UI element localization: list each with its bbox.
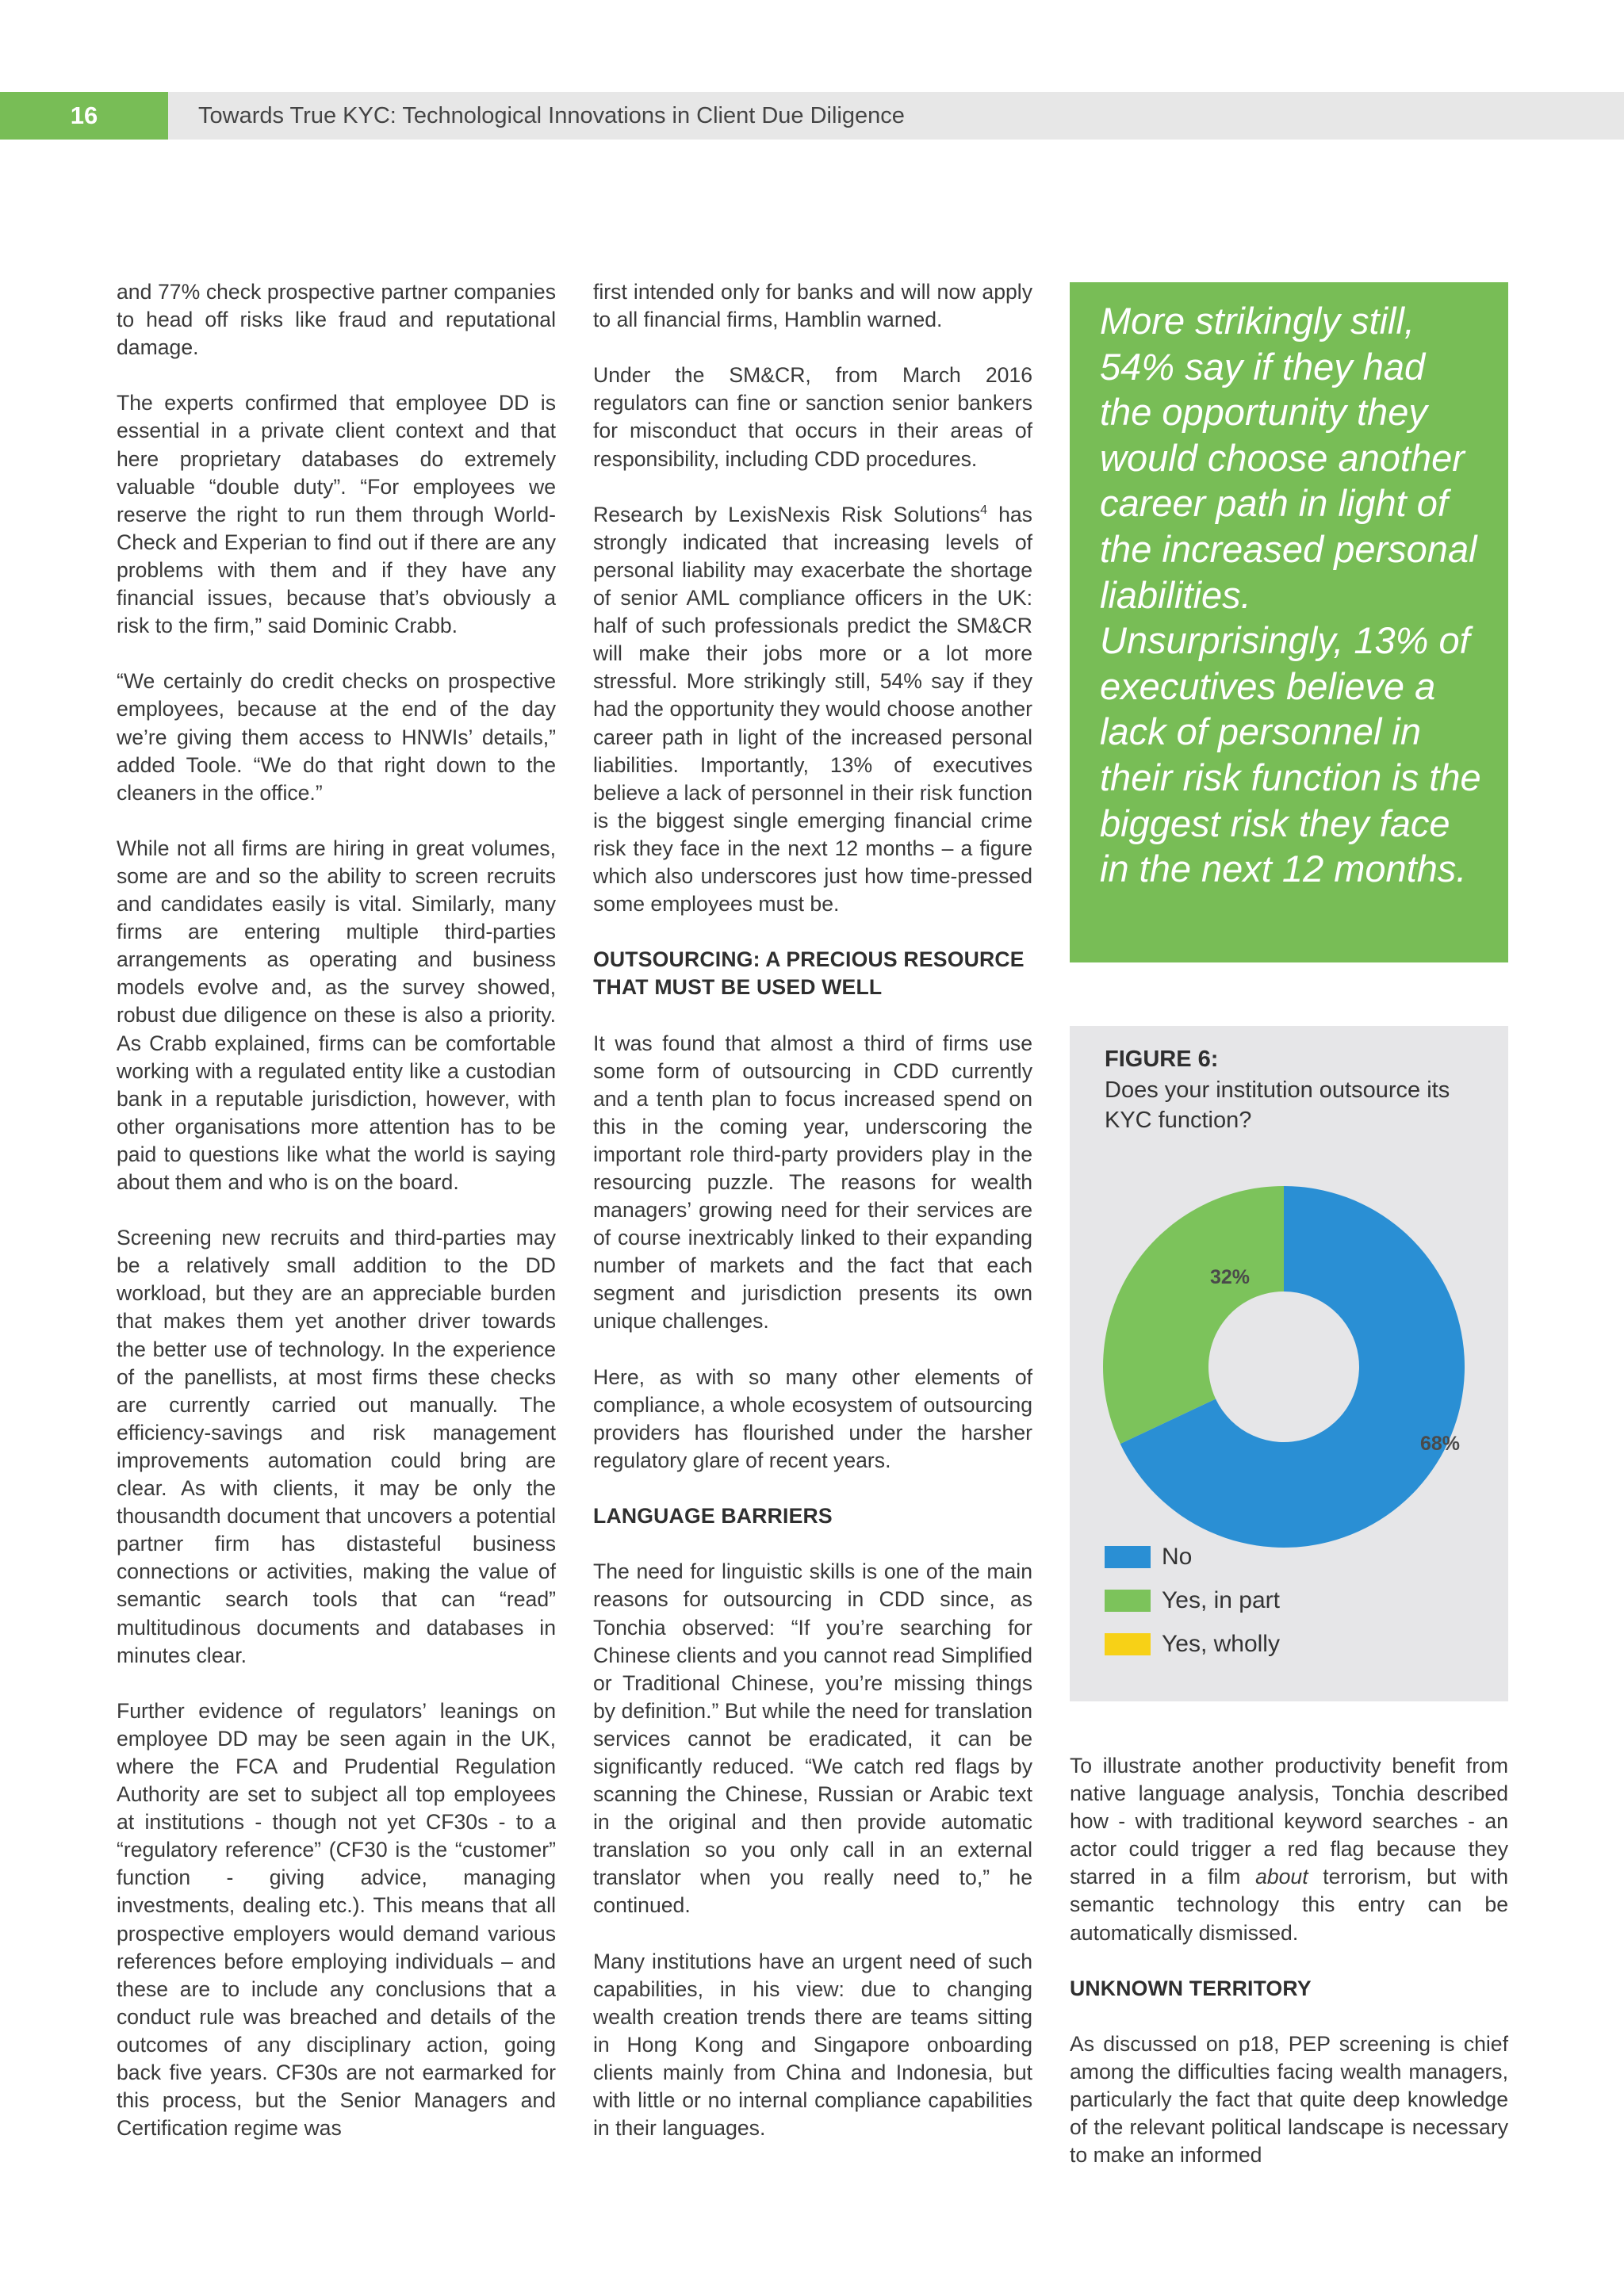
donut-slices	[1103, 1186, 1465, 1548]
paragraph	[593, 501, 1032, 918]
paragraph: It was found that almost a third of firms use some form of outsourcing in CDD currently and a tenth plan to focus increased spend on this in the coming year, underscoring the important role third-party providers play in the resourcing puzzle. The reasons for wealth managers’ growing need for their services are of course inextricably linked to their expanding number of markets and the fact that each segment and jurisdiction presents its own unique challenges.	[593, 1031, 1032, 1334]
donut-data-label: 68%	[1419, 1433, 1460, 1455]
paragraph: Screening new recruits and third-parties may be a relatively small addition to the DD workload, but they are an appreciable burden that makes them yet another driver towards the better use of technology. In the experience of the panellists, at most firms these checks are currently carried out manually. The efficiency-savings and risk management improvements automation could bring are clear. As with clients, it may be only the thousandth document that uncovers a potential partner firm has distasteful business connections or activities, making the value of semantic search tools that can “read” multitudinous documents and databases in minutes clear.	[117, 1226, 556, 1667]
paragraph: Further evidence of regulators’ leanings on employee DD may be seen again in the UK, where the FCA and Prudential Regulation Authority are set to subject all top employees at institutions - though not yet CF30s - to a “regulatory reference” (CF30 is the “customer” function - giving advice, managing investments, dealing etc.). This means that all prospective employers would demand various references before employing individuals – and these are to include any conclusions that a conduct rule was breached and details of the outcomes of any disciplinary action, going back five years. CF30s are not earmarked for this process, but the Senior Managers and Certification regime was	[117, 1698, 556, 2141]
column-3	[1070, 1752, 1508, 2198]
running-header-title: Towards True KYC: Technological Innovations in Client Due Diligence	[198, 103, 905, 128]
column-2	[593, 278, 1032, 2170]
page-number: 16	[0, 92, 168, 140]
text-run: Research by LexisNexis Risk Solutions	[593, 502, 981, 526]
paragraph: and 77% check prospective partner companies to head off risks like fraud and reputational damage.	[117, 280, 556, 360]
donut-slice-yes-in-part	[1103, 1186, 1284, 1444]
text-run: terrorism, but with semantic technology this entry can be automatically dismissed.	[1070, 1865, 1508, 1945]
legend-label: Yes, in part	[1162, 1587, 1280, 1613]
donut-data-label: 32%	[1209, 1266, 1251, 1288]
paragraph: Here, as with so many other elements of compliance, a whole ecosystem of outsourcing providers has flourished under the harsher regulatory glare of recent years.	[593, 1364, 1032, 1472]
figure-label: FIGURE 6:	[1105, 1047, 1219, 1072]
section-heading: UNKNOWN TERRITORY	[1070, 1976, 1312, 2000]
paragraph: The need for linguistic skills is one of the main reasons for outsourcing in CDD since, as Tonchia observed: “If you’re searching for Chinese clients and you cannot read Simplified or Traditional Chinese, you’re missing things by definition.” But while the need for translation services cannot be eradicated, it can be significantly reduced. “We catch red flags by scanning the Chinese, Russian or Arabic text in the original and then provide automatic translation so you only call in an external translator when you really need to,” he continued.	[593, 1559, 1032, 1918]
column-1	[117, 278, 556, 2170]
paragraph: Many institutions have an urgent need of such capabilities, in his view: due to changing wealth creation trends there are teams sitting in Hong Kong and Singapore onboarding clients mainly from China and Indonesia, but with little or no internal compliance capabilities in their languages.	[593, 1949, 1032, 2141]
text-run: has strongly indicated that increasing levels of personal liability may exacerbate the shortage of senior AML compliance officers in the UK: half of such professionals predict the SM&CR will make their jobs more or a lot more stressful. More strikingly still, 54% say if they had the opportunity they would choose another career path in light of the increased personal liabilities. Importantly, 13% of executives believe a lack of personnel in their risk function is the biggest single emerging financial crime risk they face in the next 12 months – a figure which also underscores just how time-pressed some employees must be.	[593, 502, 1032, 916]
section-heading: OUTSOURCING: A PRECIOUS RESOURCE THAT MUST BE USED WELL	[593, 947, 1025, 1000]
text-run: To illustrate another productivity benefit from native language analysis, Tonchia described how - with traditional keyword searches - an actor could trigger a red flag because they starred in a film	[1070, 1754, 1508, 1889]
paragraph: first intended only for banks and will now apply to all financial firms, Hamblin warned.	[593, 280, 1032, 332]
figure-question: Does your institution outsource its KYC function?	[1105, 1077, 1450, 1133]
emphasis-text: about	[1255, 1865, 1308, 1889]
footnote-ref: 4	[980, 503, 987, 517]
legend-swatch	[1105, 1633, 1151, 1655]
paragraph: As discussed on p18, PEP screening is chief among the difficulties facing wealth managers, particularly the fact that quite deep knowledge of the relevant political landscape is necessary to make an informed	[1070, 2031, 1508, 2168]
paragraph: While not all firms are hiring in great volumes, some are and so the ability to screen recruits and candidates easily is vital. Similarly, many firms are entering multiple third-parties arrangements as operating and business models evolve and, as the survey showed, robust due diligence on these is also a priority. As Crabb explained, firms can be comfortable working with a regulated entity like a custodian bank in a reputable jurisdiction, however, with other organisations more attention has to be paid to questions like what the world is saying about them and who is on the board.	[117, 836, 556, 1194]
pull-quote-text: More strikingly still, 54% say if they had the opportunity they would choose another career path in light of the increased personal liabilities. Unsurprisingly, 13% of executives believe a lack of personnel in their risk function is the biggest risk they face in the next 12 months.	[1100, 300, 1481, 890]
paragraph: Under the SM&CR, from March 2016 regulators can fine or sanction senior bankers for misconduct that occurs in their areas of responsibility, including CDD procedures.	[593, 363, 1032, 471]
pull-quote	[1070, 282, 1508, 962]
legend-label: Yes, wholly	[1162, 1631, 1280, 1657]
legend-swatch	[1105, 1546, 1151, 1568]
paragraph: The experts confirmed that employee DD is essential in a private client context and that here proprietary databases do extremely valuable “double duty”. “For employees we reserve the right to run them through World-Check and Experian to find out if there are any problems with them and if they have any financial issues, because that’s obviously a risk to the firm,” said Dominic Crabb.	[117, 391, 556, 638]
section-heading: LANGUAGE BARRIERS	[593, 1504, 833, 1529]
paragraph: “We certainly do credit checks on prospective employees, because at the end of the day we’re giving them access to HNWIs’ details,” added Toole. “We do that right down to the cleaners in the office.”	[117, 669, 556, 805]
legend-swatch	[1105, 1590, 1151, 1612]
paragraph	[1070, 1752, 1508, 1947]
figure-6	[1070, 1026, 1508, 1701]
legend-label: No	[1162, 1544, 1193, 1570]
